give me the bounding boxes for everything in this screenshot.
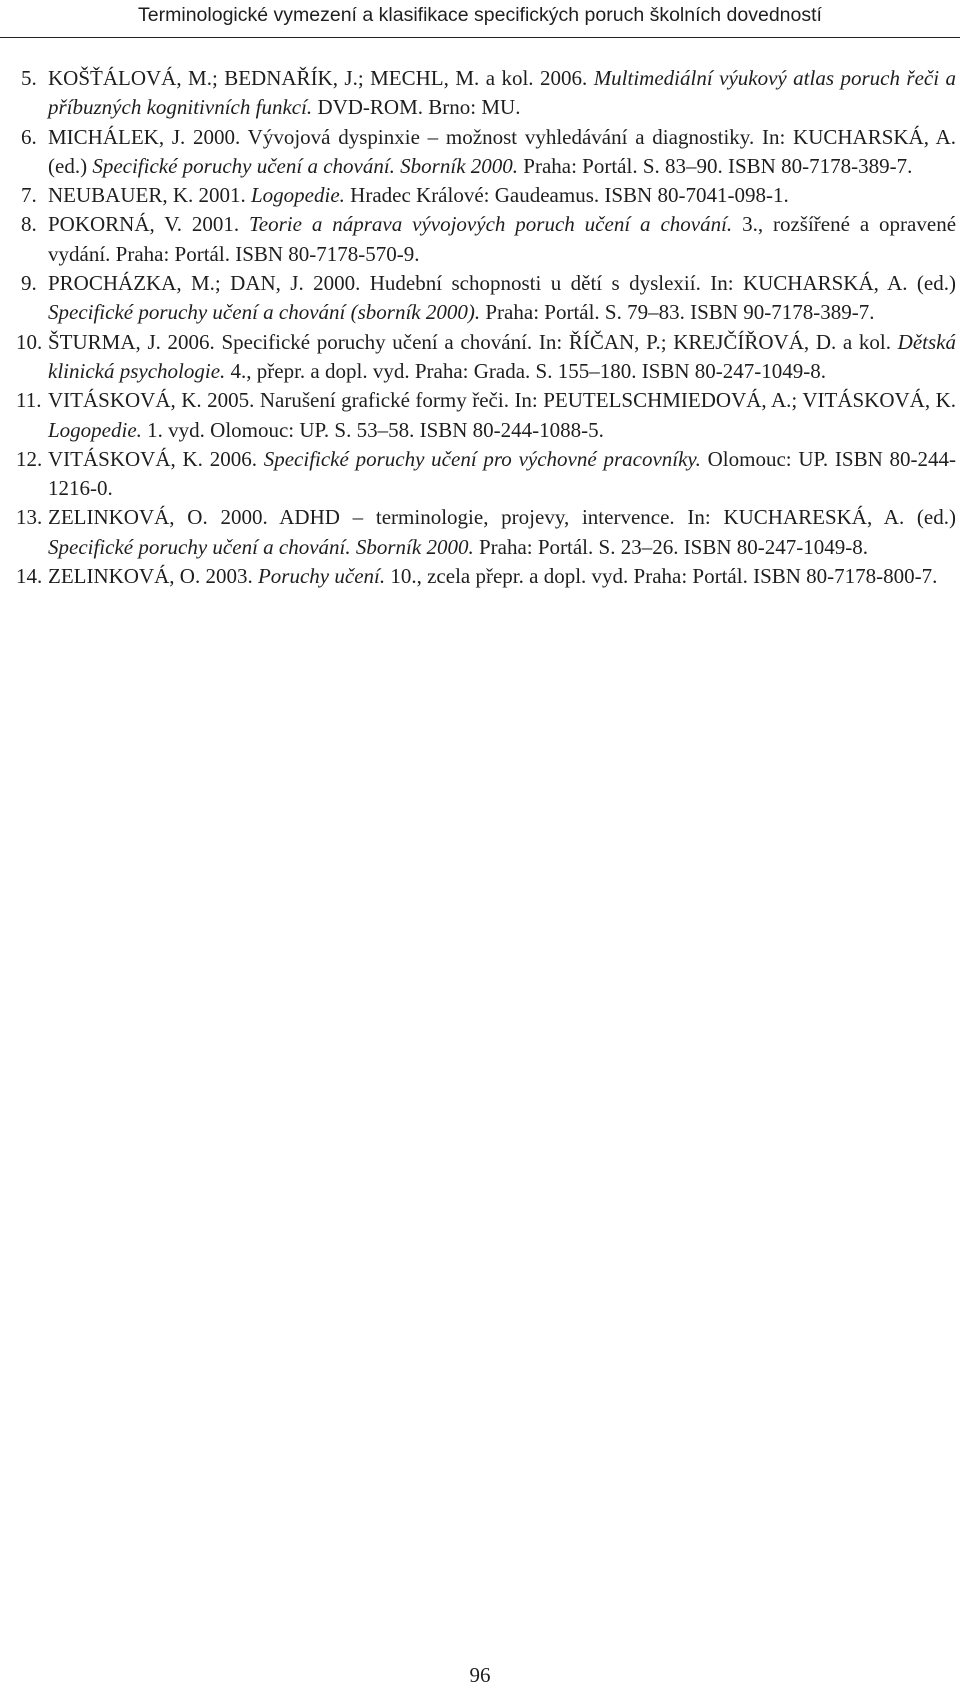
reference-number: 11. xyxy=(16,388,42,413)
reference-publication: 3., rozšířené a opravené vydání. Praha: Portál. ISBN 80-7178-570-9. xyxy=(48,212,957,266)
running-title: Terminologické vymezení a klasifikace specifických poruch školních dovedností xyxy=(138,4,822,26)
reference-publication: Praha: Portál. S. 83–90. ISBN 80-7178-389-7. xyxy=(518,153,913,178)
running-header xyxy=(0,0,960,38)
reference-number: 5. xyxy=(21,66,37,90)
reference-text: ZELINKOVÁ, O. 2003. xyxy=(48,564,258,589)
reference-title: Logopedie. xyxy=(48,417,142,442)
reference-title: Specifické poruchy učení a chování (sborník 2000). xyxy=(48,300,481,325)
reference-item xyxy=(21,123,956,182)
reference-title: Logopedie. xyxy=(251,183,345,208)
reference-text: VITÁSKOVÁ, K. 2005. Narušení grafické formy řeči. In: PEUTELSCHMIEDOVÁ, A.; VITÁSKOVÁ, K. xyxy=(48,388,956,413)
reference-item xyxy=(21,210,956,269)
page-number: 96 xyxy=(469,1663,491,1687)
reference-publication: DVD-ROM. Brno: MU. xyxy=(312,95,521,120)
reference-publication: Praha: Portál. S. 23–26. ISBN 80-247-1049-8. xyxy=(473,534,869,559)
reference-item xyxy=(21,269,956,328)
reference-number: 7. xyxy=(21,183,37,208)
reference-text: ZELINKOVÁ, O. 2000. ADHD – terminologie, projevy, intervence. In: KUCHARESKÁ, A. (ed.) xyxy=(48,505,956,530)
reference-item xyxy=(16,562,956,591)
reference-number: 6. xyxy=(21,124,37,149)
reference-publication: Praha: Portál. S. 79–83. ISBN 90-7178-389-7. xyxy=(480,300,875,325)
reference-title: Poruchy učení. xyxy=(257,564,386,589)
reference-title: Specifické poruchy učení a chování. Sborník 2000. xyxy=(92,153,519,178)
reference-item xyxy=(21,181,956,210)
reference-title: Specifické poruchy učení a chování. Sborník 2000. xyxy=(48,534,474,559)
reference-text: PROCHÁZKA, M.; DAN, J. 2000. Hudební schopnosti u dětí s dyslexií. In: KUCHARSKÁ, A. (ed.) xyxy=(48,271,956,296)
reference-publication: 1. vyd. Olomouc: UP. S. 53–58. ISBN 80-244-1088-5. xyxy=(141,417,604,442)
reference-text: ŠTURMA, J. 2006. Specifické poruchy učení a chování. In: ŘÍČAN, P.; KREJČÍŘOVÁ, D. a kol. xyxy=(48,329,898,354)
reference-title: Specifické poruchy učení pro výchovné pracovníky. xyxy=(263,446,701,471)
reference-number: 14. xyxy=(16,564,43,589)
reference-text: VITÁSKOVÁ, K. 2006. xyxy=(48,446,264,471)
reference-number: 9. xyxy=(21,271,37,296)
reference-number: 13. xyxy=(16,505,43,530)
reference-publication: 10., zcela přepr. a dopl. vyd. Praha: Portál. ISBN 80-7178-800-7. xyxy=(385,564,938,589)
reference-item xyxy=(16,386,956,445)
reference-publication: Olomouc: UP. ISBN 80-244-1216-0. xyxy=(48,446,956,501)
reference-item xyxy=(16,445,956,504)
reference-number: 8. xyxy=(21,212,37,237)
reference-item xyxy=(16,503,956,562)
reference-item xyxy=(16,328,956,387)
reference-text: MICHÁLEK, J. 2000. Vývojová dyspinxie – možnost vyhledávání a diagnostiky. In: KUCHARSKÁ, A. (ed.) xyxy=(48,124,956,178)
reference-text: NEUBAUER, K. 2001. xyxy=(48,183,251,208)
reference-title: Multimediální výukový atlas poruch řeči a příbuzných kognitivních funkcí. xyxy=(48,66,956,120)
reference-title: Dětská klinická psychologie. xyxy=(48,329,956,383)
reference-item xyxy=(21,64,956,123)
reference-list xyxy=(16,64,957,591)
reference-number: 12. xyxy=(16,446,43,471)
reference-text: KOŠŤÁLOVÁ, M.; BEDNAŘÍK, J.; MECHL, M. a kol. 2006. xyxy=(48,66,594,90)
reference-number: 10. xyxy=(16,329,43,354)
reference-title: Teorie a náprava vývojových poruch učení a chování. xyxy=(249,212,733,237)
reference-publication: 4., přepr. a dopl. vyd. Praha: Grada. S. 155–180. ISBN 80-247-1049-8. xyxy=(225,358,827,383)
reference-publication: Hradec Králové: Gaudeamus. ISBN 80-7041-098-1. xyxy=(344,183,789,208)
reference-text: POKORNÁ, V. 2001. xyxy=(48,212,250,237)
